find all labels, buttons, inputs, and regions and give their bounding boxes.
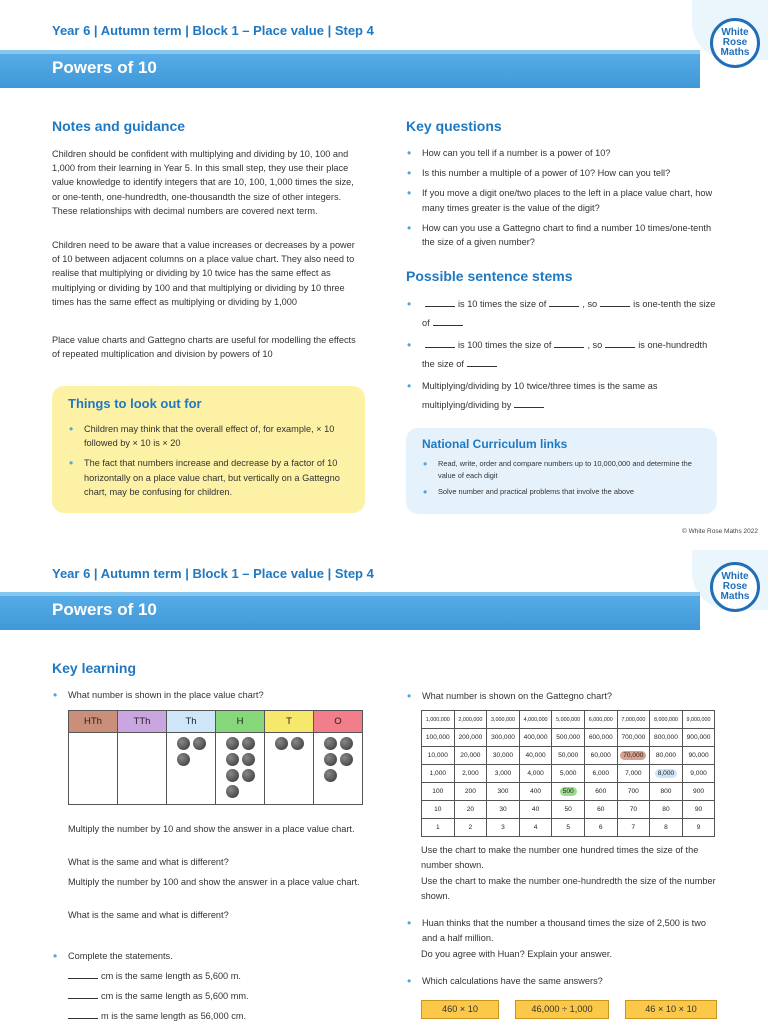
gattegno-cell: 30 — [487, 801, 520, 819]
gattegno-cell: 300 — [487, 783, 520, 801]
place-value-counter — [177, 753, 190, 766]
list-item: • How can you use a Gattegno chart to find a number 10 times/one-tenth the size of a given number? — [406, 221, 718, 249]
gattegno-cell: 3,000 — [487, 765, 520, 783]
question: Multiply the number by 100 and show the answer in a place value chart. — [68, 877, 360, 887]
gattegno-cell: 700,000 — [617, 729, 650, 747]
place-value-counter — [242, 753, 255, 766]
pvc-header-h: H — [216, 711, 265, 733]
gattegno-cell: 900 — [682, 783, 715, 801]
pvc-column-t — [265, 733, 314, 805]
place-value-counter — [242, 737, 255, 750]
notes-paragraph: Children need to be aware that a value increases or decreases by a power of 10 between adjacent columns on a place value chart. They also need to realise that multiplying or dividing by 10 twice has the same effect as multiplying or dividing by 100 and that multiplying or dividing by 10 three times has the same effect as multiplying or dividing by 1,000 — [52, 240, 355, 307]
gattegno-cell: 10,000 — [422, 747, 455, 765]
gattegno-cell: 3,000,000 — [487, 711, 520, 729]
gattegno-cell: 7,000 — [617, 765, 650, 783]
statement — [68, 989, 249, 1004]
gattegno-cell: 800 — [650, 783, 683, 801]
gattegno-cell: 40 — [519, 801, 552, 819]
gattegno-cell: 60,000 — [584, 747, 617, 765]
pvc-column-hth — [69, 733, 118, 805]
breadcrumb: Year 6 | Autumn term | Block 1 – Place value | Step 4 — [52, 566, 374, 581]
gattegno-cell: 50 — [552, 801, 585, 819]
gattegno-cell: 100 — [422, 783, 455, 801]
gattegno-cell: 600,000 — [584, 729, 617, 747]
gattegno-cell: 10 — [422, 801, 455, 819]
counter-group — [314, 737, 362, 782]
stem-text: is 100 times the size of — [458, 340, 552, 350]
blank-line — [68, 970, 98, 979]
gattegno-cell: 9,000 — [682, 765, 715, 783]
gattegno-cell: 40,000 — [519, 747, 552, 765]
gattegno-cell: 30,000 — [487, 747, 520, 765]
copyright: © White Rose Maths 2022 — [682, 528, 758, 535]
calculation-card: 460 × 10 — [421, 1000, 499, 1019]
blank-line — [68, 990, 98, 999]
pvc-column-o — [314, 733, 363, 805]
page-key-learning — [0, 550, 768, 1024]
place-value-counter — [226, 769, 239, 782]
logo-word: Maths — [720, 47, 750, 58]
logo-word: Rose — [722, 581, 748, 592]
gattegno-cell: 1 — [422, 819, 455, 837]
gattegno-cell: 900,000 — [682, 729, 715, 747]
gattegno-row — [422, 747, 715, 765]
gattegno-row — [422, 729, 715, 747]
gattegno-cell: 20 — [454, 801, 487, 819]
gattegno-cell: 2,000 — [454, 765, 487, 783]
gattegno-cell: 4,000 — [519, 765, 552, 783]
gattegno-row — [422, 765, 715, 783]
pvc-header-t: T — [265, 711, 314, 733]
statement — [68, 969, 241, 984]
statement-text: cm is the same length as 5,600 m. — [101, 971, 241, 981]
gattegno-cell: 500,000 — [552, 729, 585, 747]
nc-list — [422, 458, 707, 498]
gattegno-cell: 400 — [519, 783, 552, 801]
gattegno-cell: 100,000 — [422, 729, 455, 747]
banner-stripe — [0, 592, 700, 596]
gattegno-cell: 90 — [682, 801, 715, 819]
statement-text: m is the same length as 56,000 cm. — [101, 1011, 247, 1021]
calculation-card: 46 × 10 × 10 — [625, 1000, 717, 1019]
stem-text: is one-tenth the size of — [422, 299, 716, 328]
gattegno-cell: 60 — [584, 801, 617, 819]
gattegno-cell — [650, 765, 683, 783]
place-value-counter — [226, 785, 239, 798]
list-item: • Read, write, order and compare numbers up to 10,000,000 and determine the value of each digit — [422, 458, 707, 482]
gattegno-row — [422, 711, 715, 729]
gattegno-cell: 20,000 — [454, 747, 487, 765]
place-value-chart — [68, 710, 363, 805]
sentence-stem — [406, 377, 716, 415]
blank-line — [425, 339, 455, 348]
statement — [68, 1009, 246, 1024]
stem-text: is one-hundredth the size of — [422, 340, 708, 369]
place-value-counter — [242, 769, 255, 782]
gattegno-cell: 7,000,000 — [617, 711, 650, 729]
question: • Which calculations have the same answers? — [406, 974, 718, 989]
gattegno-cell: 5,000 — [552, 765, 585, 783]
question: What is the same and what is different? — [68, 857, 229, 867]
place-value-counter — [193, 737, 206, 750]
breadcrumb: Year 6 | Autumn term | Block 1 – Place value | Step 4 — [52, 23, 374, 38]
blank-line — [514, 399, 544, 408]
counter-group — [265, 737, 313, 750]
gattegno-cell: 5,000,000 — [552, 711, 585, 729]
counter-group — [167, 737, 215, 766]
stem-text: , so — [582, 299, 598, 309]
gattegno-cell: 6 — [584, 819, 617, 837]
pvc-column-h — [216, 733, 265, 805]
notes-paragraph: Place value charts and Gattegno charts are useful for modelling the effects of repeated multiplication and division by powers of 10 — [52, 335, 356, 360]
blank-line — [605, 339, 635, 348]
gattegno-cell: 2,000,000 — [454, 711, 487, 729]
list-item: • Children may think that the overall effect of, for example, × 10 followed by × 10 is × 20 — [68, 422, 353, 450]
gattegno-cell: 7 — [617, 819, 650, 837]
lookout-heading: Things to look out for — [68, 396, 202, 411]
gattegno-cell: 6,000 — [584, 765, 617, 783]
pvc-header-o: O — [314, 711, 363, 733]
question: Use the chart to make the number one-hundredth the size of the number shown. — [421, 876, 716, 901]
lookout-box — [52, 386, 365, 513]
stem-text: is 10 times the size of — [458, 299, 547, 309]
place-value-counter — [324, 737, 337, 750]
gattegno-cell: 2 — [454, 819, 487, 837]
gattegno-cell — [552, 783, 585, 801]
calculation-card: 46,000 ÷ 1,000 — [515, 1000, 609, 1019]
white-rose-logo — [710, 562, 760, 612]
highlighted-value: 70,000 — [620, 751, 646, 760]
key-learning-heading: Key learning — [52, 660, 137, 676]
blank-line — [554, 339, 584, 348]
gattegno-cell: 200 — [454, 783, 487, 801]
gattegno-cell: 800,000 — [650, 729, 683, 747]
stem-text: Multiplying/dividing by 10 twice/three times is the same as multiplying/dividing by — [422, 381, 658, 410]
gattegno-row — [422, 801, 715, 819]
logo-word: White — [721, 571, 749, 582]
blank-line — [433, 317, 463, 326]
place-value-counter — [340, 753, 353, 766]
gattegno-cell: 400,000 — [519, 729, 552, 747]
logo-word: White — [721, 27, 749, 38]
question: Do you agree with Huan? Explain your answer. — [421, 949, 613, 959]
notes-heading: Notes and guidance — [52, 118, 186, 134]
sentence-stem — [406, 295, 716, 333]
gattegno-chart — [421, 710, 715, 837]
question: Multiply the number by 10 and show the answer in a place value chart. — [68, 824, 355, 834]
gattegno-cell: 8,000,000 — [650, 711, 683, 729]
highlighted-value: 8,000 — [655, 769, 678, 778]
blank-line — [549, 298, 579, 307]
gattegno-row — [422, 783, 715, 801]
gattegno-cell: 600 — [584, 783, 617, 801]
question: • What number is shown in the place value chart? — [52, 688, 372, 703]
place-value-counter — [340, 737, 353, 750]
gattegno-cell: 200,000 — [454, 729, 487, 747]
page-title: Powers of 10 — [52, 600, 157, 619]
place-value-counter — [324, 769, 337, 782]
list-item: • If you move a digit one/two places to the left in a place value chart, how many times greater is the value of the digit? — [406, 186, 718, 214]
list-item: • Solve number and practical problems that involve the above — [422, 486, 707, 498]
key-questions-list — [406, 146, 718, 249]
place-value-counter — [226, 753, 239, 766]
national-curriculum-box — [406, 428, 717, 514]
gattegno-cell: 4 — [519, 819, 552, 837]
gattegno-cell: 3 — [487, 819, 520, 837]
pvc-column-tth — [118, 733, 167, 805]
gattegno-cell: 700 — [617, 783, 650, 801]
gattegno-cell: 9,000,000 — [682, 711, 715, 729]
gattegno-cell: 70 — [617, 801, 650, 819]
title-banner — [0, 592, 700, 630]
statement-text: cm is the same length as 5,600 mm. — [101, 991, 249, 1001]
gattegno-cell: 1,000,000 — [422, 711, 455, 729]
logo-word: Rose — [722, 37, 748, 48]
question: • What number is shown on the Gattegno chart? — [406, 689, 726, 704]
pvc-header-hth: HTh — [69, 711, 118, 733]
lookout-list — [68, 422, 353, 499]
gattegno-cell: 5 — [552, 819, 585, 837]
place-value-counter — [324, 753, 337, 766]
list-item: • Is this number a multiple of a power of 10? How can you tell? — [406, 166, 718, 180]
gattegno-cell: 1,000 — [422, 765, 455, 783]
blank-line — [425, 298, 455, 307]
pvc-column-th — [167, 733, 216, 805]
gattegno-cell: 300,000 — [487, 729, 520, 747]
stem-text: , so — [587, 340, 603, 350]
question: • Huan thinks that the number a thousand times the size of 2,500 is two and a half million. — [406, 916, 718, 946]
gattegno-cell: 4,000,000 — [519, 711, 552, 729]
key-questions-heading: Key questions — [406, 118, 502, 134]
highlighted-value: 500 — [560, 787, 577, 796]
question: • Complete the statements. — [52, 949, 372, 964]
logo-word: Maths — [720, 591, 750, 602]
gattegno-cell: 90,000 — [682, 747, 715, 765]
question: Use the chart to make the number one hundred times the size of the number shown. — [421, 845, 699, 870]
gattegno-cell: 80,000 — [650, 747, 683, 765]
list-item: • How can you tell if a number is a power of 10? — [406, 146, 718, 160]
page-title: Powers of 10 — [52, 58, 157, 77]
place-value-counter — [226, 737, 239, 750]
gattegno-row — [422, 819, 715, 837]
title-banner — [0, 50, 700, 88]
question: What is the same and what is different? — [68, 910, 229, 920]
blank-line — [467, 358, 497, 367]
sentence-stem — [406, 336, 716, 374]
blank-line — [600, 298, 630, 307]
nc-heading: National Curriculum links — [422, 437, 568, 451]
counter-group — [216, 737, 264, 798]
banner-stripe — [0, 50, 700, 54]
pvc-header-tth: TTh — [118, 711, 167, 733]
gattegno-cell — [617, 747, 650, 765]
sentence-stems-heading: Possible sentence stems — [406, 268, 573, 284]
blank-line — [68, 1010, 98, 1019]
place-value-counter — [275, 737, 288, 750]
notes-paragraph: Children should be confident with multiplying and dividing by 10, 100 and 1,000 from their learning in Year 5. In this small step, they use their place value knowledge to identify integers that are 10, 100, 1,000 times the size, or one-tenth, one-hundredth, one-thousandth the size of other integers. These relationships with decimal numbers are covered next term. — [52, 149, 354, 216]
place-value-counter — [177, 737, 190, 750]
gattegno-cell: 6,000,000 — [584, 711, 617, 729]
list-item: • The fact that numbers increase and decrease by a factor of 10 horizontally on a place value chart, but vertically on a Gattegno chart, may be confusing for children. — [68, 456, 353, 499]
white-rose-logo — [710, 18, 760, 68]
gattegno-cell: 9 — [682, 819, 715, 837]
pvc-header-th: Th — [167, 711, 216, 733]
gattegno-cell: 50,000 — [552, 747, 585, 765]
gattegno-cell: 8 — [650, 819, 683, 837]
gattegno-cell: 80 — [650, 801, 683, 819]
place-value-counter — [291, 737, 304, 750]
